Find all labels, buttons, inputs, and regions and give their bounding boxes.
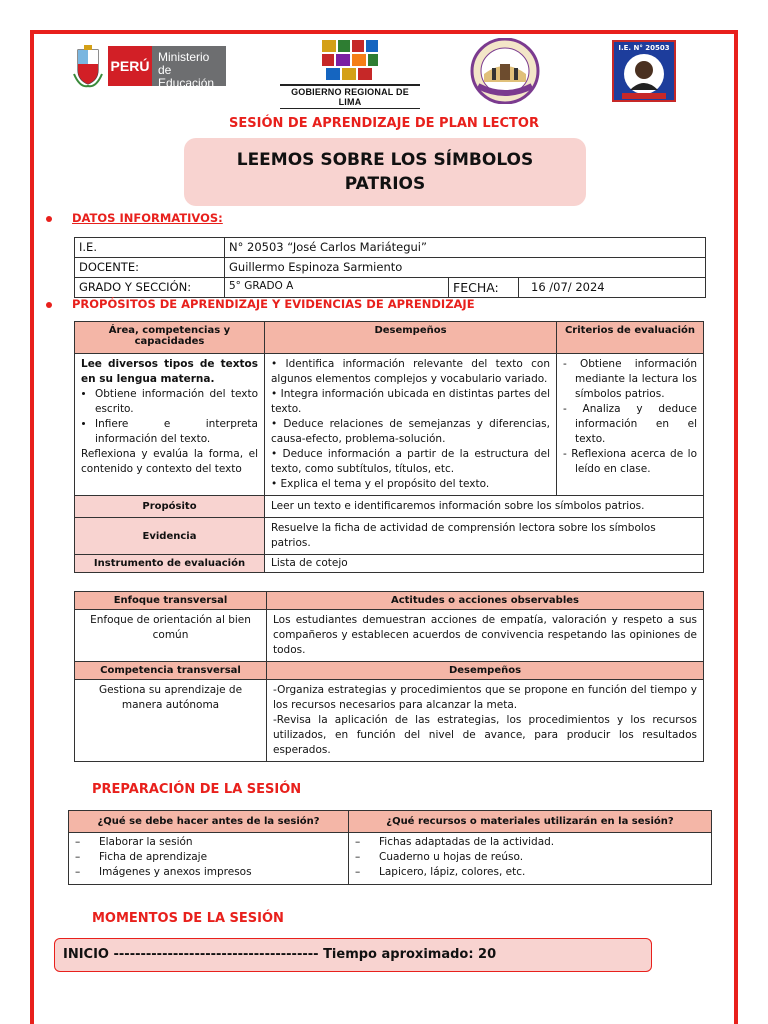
peru-coat-of-arms-icon: [70, 44, 106, 88]
preparacion-table: [68, 810, 712, 885]
fecha-value: 16 /07/ 2024: [519, 278, 706, 298]
col-recursos-header: ¿Qué recursos o materiales utilizarán en la sesión?: [349, 811, 712, 833]
col-criterios-header: Criterios de evaluación: [557, 322, 704, 354]
competencia-transversal-value: Gestiona su aprendizaje de manera autónoma: [75, 680, 267, 762]
table-row: [75, 258, 706, 278]
proposito-label: Propósito: [75, 496, 265, 518]
list-item: – Fichas adaptadas de la actividad.: [349, 835, 711, 850]
desempenos-transversal-cell: [267, 680, 704, 762]
antes-list: [69, 835, 348, 880]
table-row: [75, 238, 706, 258]
list-item: – Ficha de aprendizaje: [69, 850, 348, 865]
enfoque-value: Enfoque de orientación al bien común: [75, 610, 267, 662]
school-badge: [612, 40, 676, 102]
grado-value: 5° GRADO A: [225, 278, 449, 298]
list-item: - Reflexiona acerca de lo leído en clase.: [563, 448, 697, 475]
table-row: [69, 811, 712, 833]
ugel-barranca-seal-icon: [470, 38, 540, 104]
table-row: [75, 496, 704, 518]
table-row: [75, 662, 704, 680]
table-row: [69, 833, 712, 885]
recursos-cell: [349, 833, 712, 885]
propositos-table: [74, 321, 704, 573]
competencia-transversal-header: Competencia transversal: [75, 662, 267, 680]
table-row: [75, 592, 704, 610]
list-item: • Obtiene información del texto escrito.: [95, 387, 258, 417]
list-item: • Integra información ubicada en distintas partes del texto.: [271, 388, 550, 415]
header-logos: [64, 38, 704, 106]
criterios-cell: [557, 354, 704, 496]
enfoque-table: [74, 591, 704, 762]
docente-label: DOCENTE:: [75, 258, 225, 278]
list-item: • Deduce relaciones de semejanzas y diferencias, causa-efecto, problema-solución.: [271, 418, 550, 445]
capacidad-extra: Reflexiona y evalúa la forma, el contenido y contexto del texto: [81, 448, 258, 475]
minedu-logo: [70, 44, 226, 88]
desempenos-transversal-header: Desempeños: [267, 662, 704, 680]
datos-heading-text: DATOS INFORMATIVOS:: [72, 211, 223, 225]
peru-label: PERÚ: [108, 46, 152, 86]
area-cell: [75, 354, 265, 496]
list-item: – Imágenes y anexos impresos: [69, 865, 348, 880]
table-row: [75, 278, 706, 298]
instrumento-label: Instrumento de evaluación: [75, 555, 265, 573]
list-item: • Deduce información a partir de la estructura del texto, como subtítulos, títulos, etc.: [271, 448, 550, 475]
instrumento-value: Lista de cotejo: [265, 555, 704, 573]
list-item: • Explica el tema y el propósito del texto.: [271, 478, 490, 490]
table-row: [75, 555, 704, 573]
col-area-header: Área, competencias y capacidades: [75, 322, 265, 354]
desempeno-item: -Revisa la aplicación de las estrategias, los procedimientos y los recursos utilizados, en función del nivel de avance, para producir los resultados esperados.: [273, 714, 697, 756]
competencia-text: Lee diversos tipos de textos en su lengua materna.: [81, 358, 258, 385]
momentos-heading: MOMENTOS DE LA SESIÓN: [92, 911, 284, 926]
datos-heading: [46, 211, 223, 225]
recursos-list: [349, 835, 711, 880]
ministry-line-2: de Educación: [158, 63, 215, 90]
capacidades-list: [81, 387, 258, 447]
propositos-heading-text: PROPÓSITOS DE APRENDIZAJE Y EVIDENCIAS DE APRENDIZAJE: [72, 297, 475, 311]
col-desempenos-header: Desempeños: [265, 322, 557, 354]
list-item: – Cuaderno u hojas de reúso.: [349, 850, 711, 865]
ie-label: I.E.: [75, 238, 225, 258]
col-enfoque-header: Enfoque transversal: [75, 592, 267, 610]
gore-label: GOBIERNO REGIONAL DE LIMA: [280, 84, 420, 109]
col-actitudes-header: Actitudes o acciones observables: [267, 592, 704, 610]
session-title-line-1: LEEMOS SOBRE LOS SÍMBOLOS: [236, 150, 534, 170]
docente-value: Guillermo Espinoza Sarmiento: [225, 258, 706, 278]
fecha-label: FECHA:: [449, 278, 519, 298]
criterios-list: [563, 357, 697, 477]
proposito-value: Leer un texto e identificaremos información sobre los símbolos patrios.: [265, 496, 704, 518]
inicio-bar: INICIO -------------------------------------- Tiempo aproximado: 20: [54, 938, 652, 972]
table-row: [75, 354, 704, 496]
list-item: - Obtiene información mediante la lectura los símbolos patrios.: [563, 358, 697, 400]
table-row: [75, 518, 704, 555]
propositos-heading: [46, 297, 475, 311]
ministry-label: [152, 46, 226, 90]
col-antes-header: ¿Qué se debe hacer antes de la sesión?: [69, 811, 349, 833]
session-title-line-2: PATRIOS: [344, 174, 426, 194]
table-row: [75, 680, 704, 762]
school-badge-label: I.E. N° 20503: [618, 44, 670, 52]
evidencia-label: Evidencia: [75, 518, 265, 555]
list-item: • Infiere e interpreta información del texto.: [95, 417, 258, 447]
ministry-line-1: Ministerio: [158, 50, 210, 64]
bullet-icon: [46, 216, 52, 222]
list-item: – Elaborar la sesión: [69, 835, 348, 850]
evidencia-value: Resuelve la ficha de actividad de comprensión lectora sobre los símbolos patrios.: [265, 518, 704, 555]
table-row: [75, 322, 704, 354]
preparacion-heading: PREPARACIÓN DE LA SESIÓN: [92, 782, 302, 797]
desempenos-cell: [265, 354, 557, 496]
actitudes-value: Los estudiantes demuestran acciones de empatía, valoración y respeto a sus compañeros y establecen acuerdos de convivencia respetando las opiniones de todos.: [267, 610, 704, 662]
list-item: • Identifica información relevante del texto con algunos elementos complejos y vocabulario variado.: [271, 358, 550, 385]
session-title-banner: [184, 138, 586, 206]
bullet-icon: [46, 302, 52, 308]
session-type-title: SESIÓN DE APRENDIZAJE DE PLAN LECTOR: [229, 116, 539, 131]
ie-value: N° 20503 “José Carlos Mariátegui”: [225, 238, 706, 258]
table-row: [75, 610, 704, 662]
datos-table: [74, 237, 706, 298]
gore-emblem-icon: [320, 38, 380, 82]
list-item: – Lapicero, lápiz, colores, etc.: [349, 865, 711, 880]
antes-cell: [69, 833, 349, 885]
list-item: - Analiza y deduce información en el texto.: [563, 403, 697, 445]
gobierno-regional-logo: [280, 38, 420, 109]
grado-label: GRADO Y SECCIÓN:: [75, 278, 225, 298]
desempeno-item: -Organiza estrategias y procedimientos que se propone en función del tiempo y los recursos necesarios para alcanzar la meta.: [273, 684, 697, 711]
